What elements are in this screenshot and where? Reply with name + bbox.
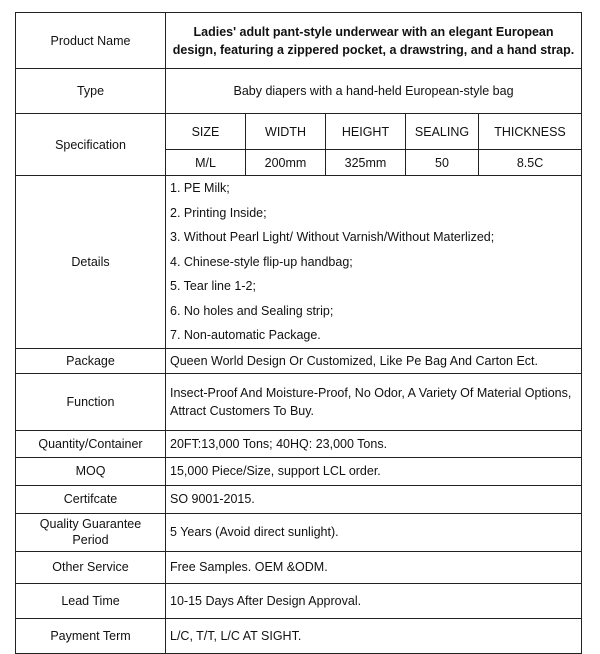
quality-label: Quality Guarantee Period [16, 513, 166, 551]
row-quality [16, 513, 582, 551]
service-label: Other Service [16, 551, 166, 583]
row-details [16, 176, 582, 349]
row-spec-headers [16, 114, 582, 150]
row-product-name [16, 13, 582, 69]
row-moq [16, 457, 582, 485]
product-name-label: Product Name [16, 13, 166, 69]
service-value: Free Samples. OEM &ODM. [166, 551, 582, 583]
details-item: 7. Non-automatic Package. [170, 328, 321, 342]
spec-header-height: HEIGHT [326, 114, 406, 150]
lead-time-value: 10-15 Days After Design Approval. [166, 583, 582, 618]
spec-value-size: M/L [166, 150, 246, 176]
spec-value-thickness: 8.5C [479, 150, 582, 176]
row-package [16, 348, 582, 373]
certificate-label: Certifcate [16, 485, 166, 513]
type-value: Baby diapers with a hand-held European-style bag [166, 69, 582, 114]
package-value: Queen World Design Or Customized, Like Pe Bag And Carton Ect. [166, 348, 582, 373]
details-list [166, 176, 582, 349]
quantity-value: 20FT:13,000 Tons; 40HQ: 23,000 Tons. [166, 430, 582, 457]
type-label: Type [16, 69, 166, 114]
spec-value-width: 200mm [246, 150, 326, 176]
quantity-label: Quantity/Container [16, 430, 166, 457]
row-lead-time [16, 583, 582, 618]
details-item: 5. Tear line 1-2; [170, 279, 256, 293]
row-service [16, 551, 582, 583]
quality-value: 5 Years (Avoid direct sunlight). [166, 513, 582, 551]
details-item: 3. Without Pearl Light/ Without Varnish/Without Materlized; [170, 230, 495, 244]
spec-header-size: SIZE [166, 114, 246, 150]
moq-value: 15,000 Piece/Size, support LCL order. [166, 457, 582, 485]
spec-header-width: WIDTH [246, 114, 326, 150]
specification-label: Specification [16, 114, 166, 176]
details-item: 1. PE Milk; [170, 181, 230, 195]
payment-value: L/C, T/T, L/C AT SIGHT. [166, 618, 582, 653]
package-label: Package [16, 348, 166, 373]
row-type [16, 69, 582, 114]
row-certificate [16, 485, 582, 513]
row-function [16, 373, 582, 430]
spec-value-sealing: 50 [406, 150, 479, 176]
product-name-value: Ladies' adult pant-style underwear with an elegant European design, featuring a zippered pocket, a drawstring, and a hand strap. [166, 13, 582, 69]
details-label: Details [16, 176, 166, 349]
moq-label: MOQ [16, 457, 166, 485]
spec-header-sealing: SEALING [406, 114, 479, 150]
details-item: 2. Printing Inside; [170, 205, 267, 220]
spec-value-height: 325mm [326, 150, 406, 176]
payment-label: Payment Term [16, 618, 166, 653]
spec-table [15, 12, 582, 654]
lead-time-label: Lead Time [16, 583, 166, 618]
details-item: 6. No holes and Sealing strip; [170, 303, 334, 318]
function-label: Function [16, 373, 166, 430]
spec-header-thickness: THICKNESS [479, 114, 582, 150]
details-item: 4. Chinese-style flip-up handbag; [170, 254, 353, 269]
function-value: Insect-Proof And Moisture-Proof, No Odor, A Variety Of Material Options, Attract Customers To Buy. [166, 373, 582, 430]
row-quantity [16, 430, 582, 457]
row-payment [16, 618, 582, 653]
certificate-value: SO 9001-2015. [166, 485, 582, 513]
